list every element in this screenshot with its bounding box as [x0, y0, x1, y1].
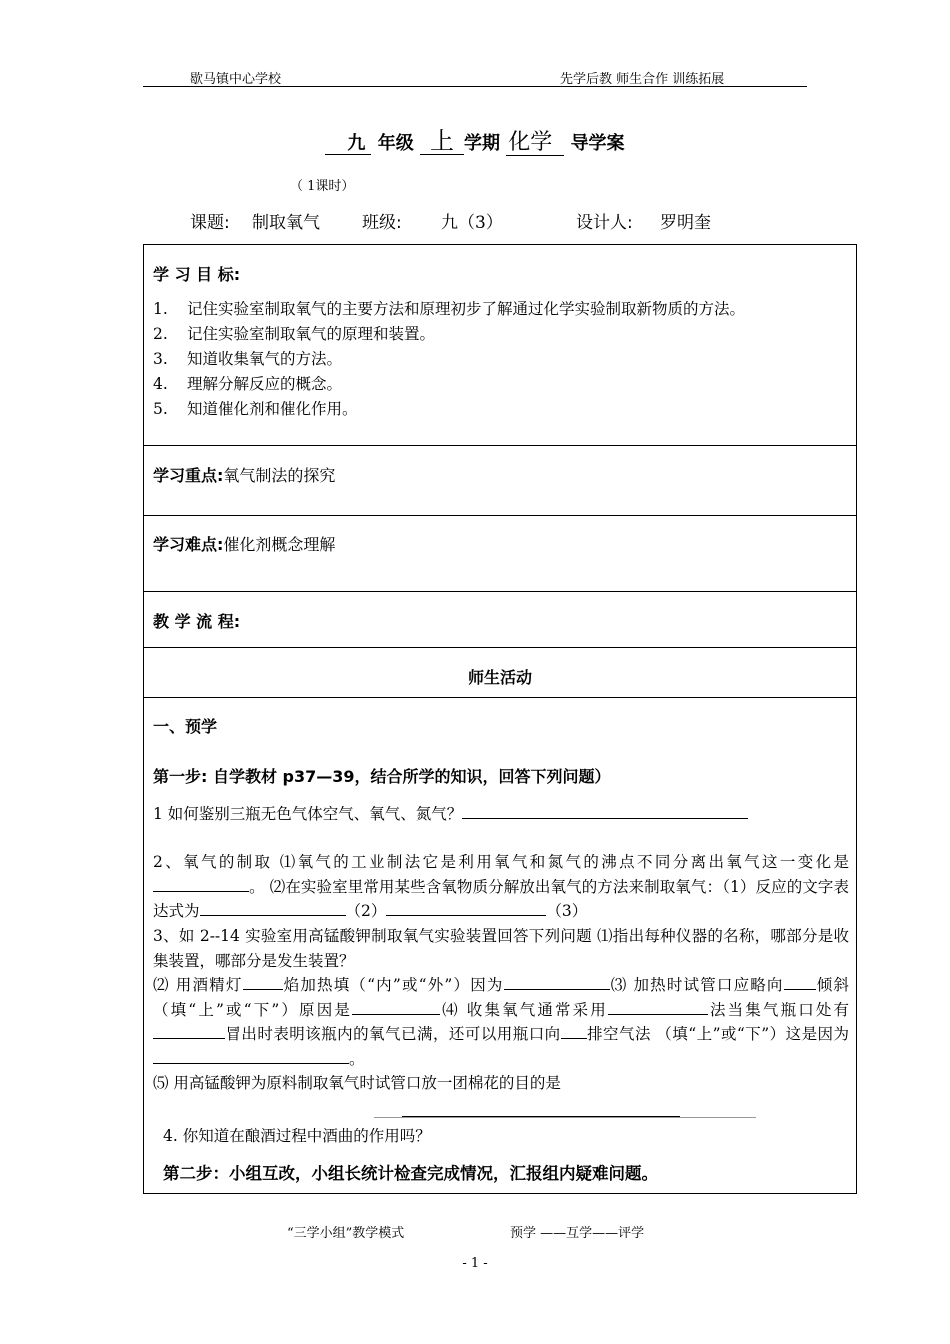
row-divider	[144, 515, 856, 516]
answer-line[interactable]	[374, 1117, 756, 1118]
doc-type: 导学案	[570, 133, 625, 154]
lesson-hours: （ 1课时）	[290, 179, 355, 194]
goal-item: 4. 理解分解反应的概念。	[153, 375, 343, 393]
goal-item: 5. 知道催化剂和催化作用。	[153, 400, 358, 418]
term: 上	[420, 128, 464, 155]
term-suffix: 学期	[463, 133, 500, 154]
designer-label: 设计人:	[576, 213, 633, 233]
topic-label: 课题:	[190, 213, 230, 233]
answer-blank[interactable]	[200, 900, 346, 917]
process-label: 教 学 流 程:	[153, 612, 241, 631]
answer-blank[interactable]	[153, 875, 249, 892]
answer-blank[interactable]	[561, 1023, 587, 1040]
footer-left: “三学小组”教学模式	[287, 1226, 405, 1241]
designer-name: 罗明奎	[660, 213, 711, 233]
question-4: 4. 你知道在酿酒过程中酒曲的作用吗？	[163, 1127, 431, 1145]
answer-blank[interactable]	[386, 900, 546, 917]
page-number: - 1 -	[462, 1256, 488, 1271]
answer-blank[interactable]	[243, 974, 283, 991]
class-value: 九（3）	[441, 213, 503, 233]
row-divider	[144, 591, 856, 592]
header-rule	[143, 86, 807, 87]
preview-heading: 一、预学	[153, 717, 218, 736]
lesson-table	[143, 244, 857, 1194]
step1-heading: 第一步: 自学教材 p37—39，结合所学的知识，回答下列问题）	[153, 767, 611, 786]
answer-blank[interactable]	[504, 974, 554, 991]
activity-header: 师生活动	[467, 668, 532, 687]
topic-value: 制取氧气	[252, 213, 320, 233]
question-1: 1 如何鉴别三瓶无色气体空气、氧气、氮气？	[153, 802, 849, 827]
question-3: 3、如 2--14 实验室用高锰酸钾制取氧气实验装置回答下列问题 ⑴指出每种仪器的名称，哪部分是收集装置，哪部分是发生装置？ ⑵ 用酒精灯 焰加热填（“内”或“外”）因为 ⑶ 加热时试管口应略向 倾斜（填“上”或“下”）原因是 ⑷ 收集氧气通常采用 法当集气瓶口处有冒出时表明该瓶内的氧气已满，还可以用瓶口向 排空气法 （填“上”或“下”）这是因为。 ⑸ 用高锰酸钾为原料制取氧气时试管口放一团棉花的目的是	[153, 927, 849, 1092]
page-title	[0, 128, 950, 156]
goals-list	[153, 297, 843, 422]
school-name: 歇马镇中心学校	[190, 72, 282, 87]
answer-line[interactable]	[402, 1116, 680, 1117]
question-2: 2、氧气的制取 ⑴氧气的工业制法它是利用氧气和氮气的沸点不同分离出氧气这一变化是。 ⑵在实验室里常用某些含氧物质分解放出氧气的方法来制取氧气：（1）反应的文字表达式为 （2） （3）	[153, 853, 849, 920]
answer-blank[interactable]	[153, 1047, 349, 1064]
header-motto: 先学后教 师生合作 训练拓展	[560, 72, 725, 87]
footer-right: 预学 ——互学——评学	[510, 1226, 645, 1241]
goals-heading: 学 习 目 标:	[153, 265, 241, 284]
goal-item: 1. 记住实验室制取氧气的主要方法和原理初步了解通过化学实验制取新物质的方法。	[153, 300, 746, 318]
row-divider	[144, 647, 856, 648]
answer-blank[interactable]	[554, 974, 610, 991]
answer-blank[interactable]	[608, 998, 708, 1015]
answer-blank[interactable]	[462, 803, 748, 820]
answer-blank[interactable]	[784, 974, 816, 991]
class-label: 班级:	[362, 213, 402, 233]
answer-blank[interactable]	[352, 998, 440, 1015]
difficulty: 学习难点:催化剂概念理解	[153, 535, 336, 554]
grade: 九	[325, 134, 371, 155]
row-divider	[144, 697, 856, 698]
goal-item: 2. 记住实验室制取氧气的原理和装置。	[153, 325, 436, 343]
step2-heading: 第二步：小组互改，小组长统计检查完成情况，汇报组内疑难问题。	[163, 1164, 658, 1183]
key-point: 学习重点:氧气制法的探究	[153, 466, 336, 485]
subject: 化学	[506, 131, 564, 156]
grade-suffix: 年级	[377, 133, 414, 154]
goal-item: 3. 知道收集氧气的方法。	[153, 350, 343, 368]
answer-blank[interactable]	[153, 1023, 225, 1040]
row-divider	[144, 445, 856, 446]
